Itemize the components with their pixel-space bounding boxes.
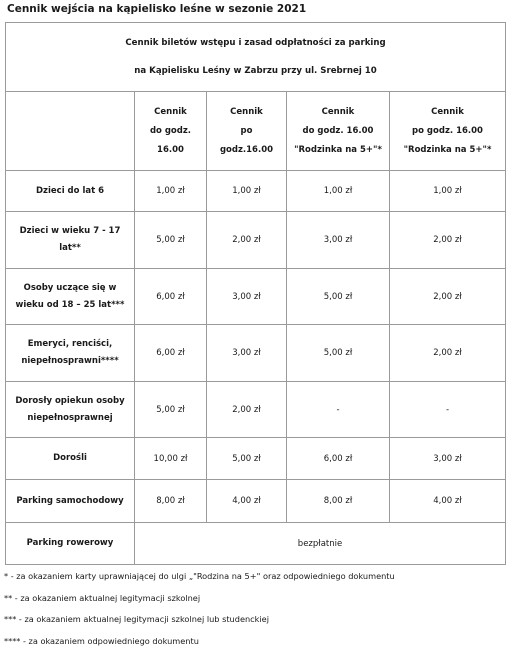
row-label: Dzieci do lat 6	[6, 171, 135, 212]
price-cell: 1,00 zł	[287, 171, 390, 212]
page-title: Cennik wejścia na kąpielisko leśne w sezonie 2021	[7, 3, 306, 15]
row-label: Parking samochodowy	[6, 480, 135, 523]
table-row	[6, 269, 506, 325]
price-cell: 3,00 zł	[207, 269, 287, 325]
row-label: Dorośli	[6, 438, 135, 480]
price-cell: 5,00 zł	[135, 382, 207, 438]
table-row	[6, 438, 506, 480]
price-cell: 2,00 zł	[390, 269, 506, 325]
footnote: * - za okazaniem karty uprawniającej do ulgi „"Rodzina na 5+" oraz odpowiedniego dokumentu	[4, 570, 395, 592]
footnote: *** - za okazaniem aktualnej legitymacji szkolnej lub studenckiej	[4, 613, 395, 635]
price-cell: 10,00 zł	[135, 438, 207, 480]
table-title-cell	[6, 23, 506, 92]
footnote: ** - za okazaniem aktualnej legitymacji szkolnej	[4, 592, 395, 614]
table-row	[6, 325, 506, 382]
price-cell: 1,00 zł	[135, 171, 207, 212]
price-cell: 5,00 zł	[135, 212, 207, 269]
price-cell: 5,00 zł	[287, 269, 390, 325]
row-label: Osoby uczące się w wieku od 18 – 25 lat***	[6, 269, 135, 325]
price-cell: 2,00 zł	[390, 212, 506, 269]
price-cell: 6,00 zł	[135, 325, 207, 382]
column-header: Cennik do godz. 16.00	[135, 92, 207, 171]
price-cell: 2,00 zł	[207, 382, 287, 438]
row-label: Dzieci w wieku 7 - 17 lat**	[6, 212, 135, 269]
price-cell: 4,00 zł	[390, 480, 506, 523]
price-cell: bezpłatnie	[135, 523, 506, 565]
column-header-row	[6, 92, 506, 171]
price-cell: -	[390, 382, 506, 438]
price-cell: 1,00 zł	[390, 171, 506, 212]
price-cell: 6,00 zł	[135, 269, 207, 325]
table-row	[6, 212, 506, 269]
table-title-row	[6, 23, 506, 92]
row-label: Dorosły opiekun osoby niepełnosprawnej	[6, 382, 135, 438]
column-header: Cennik po godz.16.00	[207, 92, 287, 171]
footnote: **** - za okazaniem odpowiedniego dokumentu	[4, 635, 395, 656]
price-cell: 4,00 zł	[207, 480, 287, 523]
price-cell: 2,00 zł	[390, 325, 506, 382]
table-subtitle-line: na Kąpielisku Leśny w Zabrzu przy ul. Srebrnej 10	[6, 63, 505, 79]
row-label: Parking rowerowy	[6, 523, 135, 565]
price-cell: 5,00 zł	[287, 325, 390, 382]
column-header: Cennik do godz. 16.00 "Rodzinka na 5+"*	[287, 92, 390, 171]
pricing-table	[5, 22, 506, 565]
price-cell: 6,00 zł	[287, 438, 390, 480]
row-label: Emeryci, renciści, niepełnosprawni****	[6, 325, 135, 382]
corner-cell	[6, 92, 135, 171]
price-cell: 2,00 zł	[207, 212, 287, 269]
table-title-line: Cennik biletów wstępu i zasad odpłatności za parking	[6, 35, 505, 51]
table-row	[6, 523, 506, 565]
table-row	[6, 382, 506, 438]
column-header: Cennik po godz. 16.00 "Rodzinka na 5+"*	[390, 92, 506, 171]
price-cell: 3,00 zł	[287, 212, 390, 269]
table-row	[6, 171, 506, 212]
price-cell: 3,00 zł	[207, 325, 287, 382]
price-cell: 8,00 zł	[287, 480, 390, 523]
price-cell: 5,00 zł	[207, 438, 287, 480]
price-cell: 1,00 zł	[207, 171, 287, 212]
price-cell: -	[287, 382, 390, 438]
price-cell: 8,00 zł	[135, 480, 207, 523]
footnotes	[4, 570, 395, 656]
price-cell: 3,00 zł	[390, 438, 506, 480]
table-row	[6, 480, 506, 523]
